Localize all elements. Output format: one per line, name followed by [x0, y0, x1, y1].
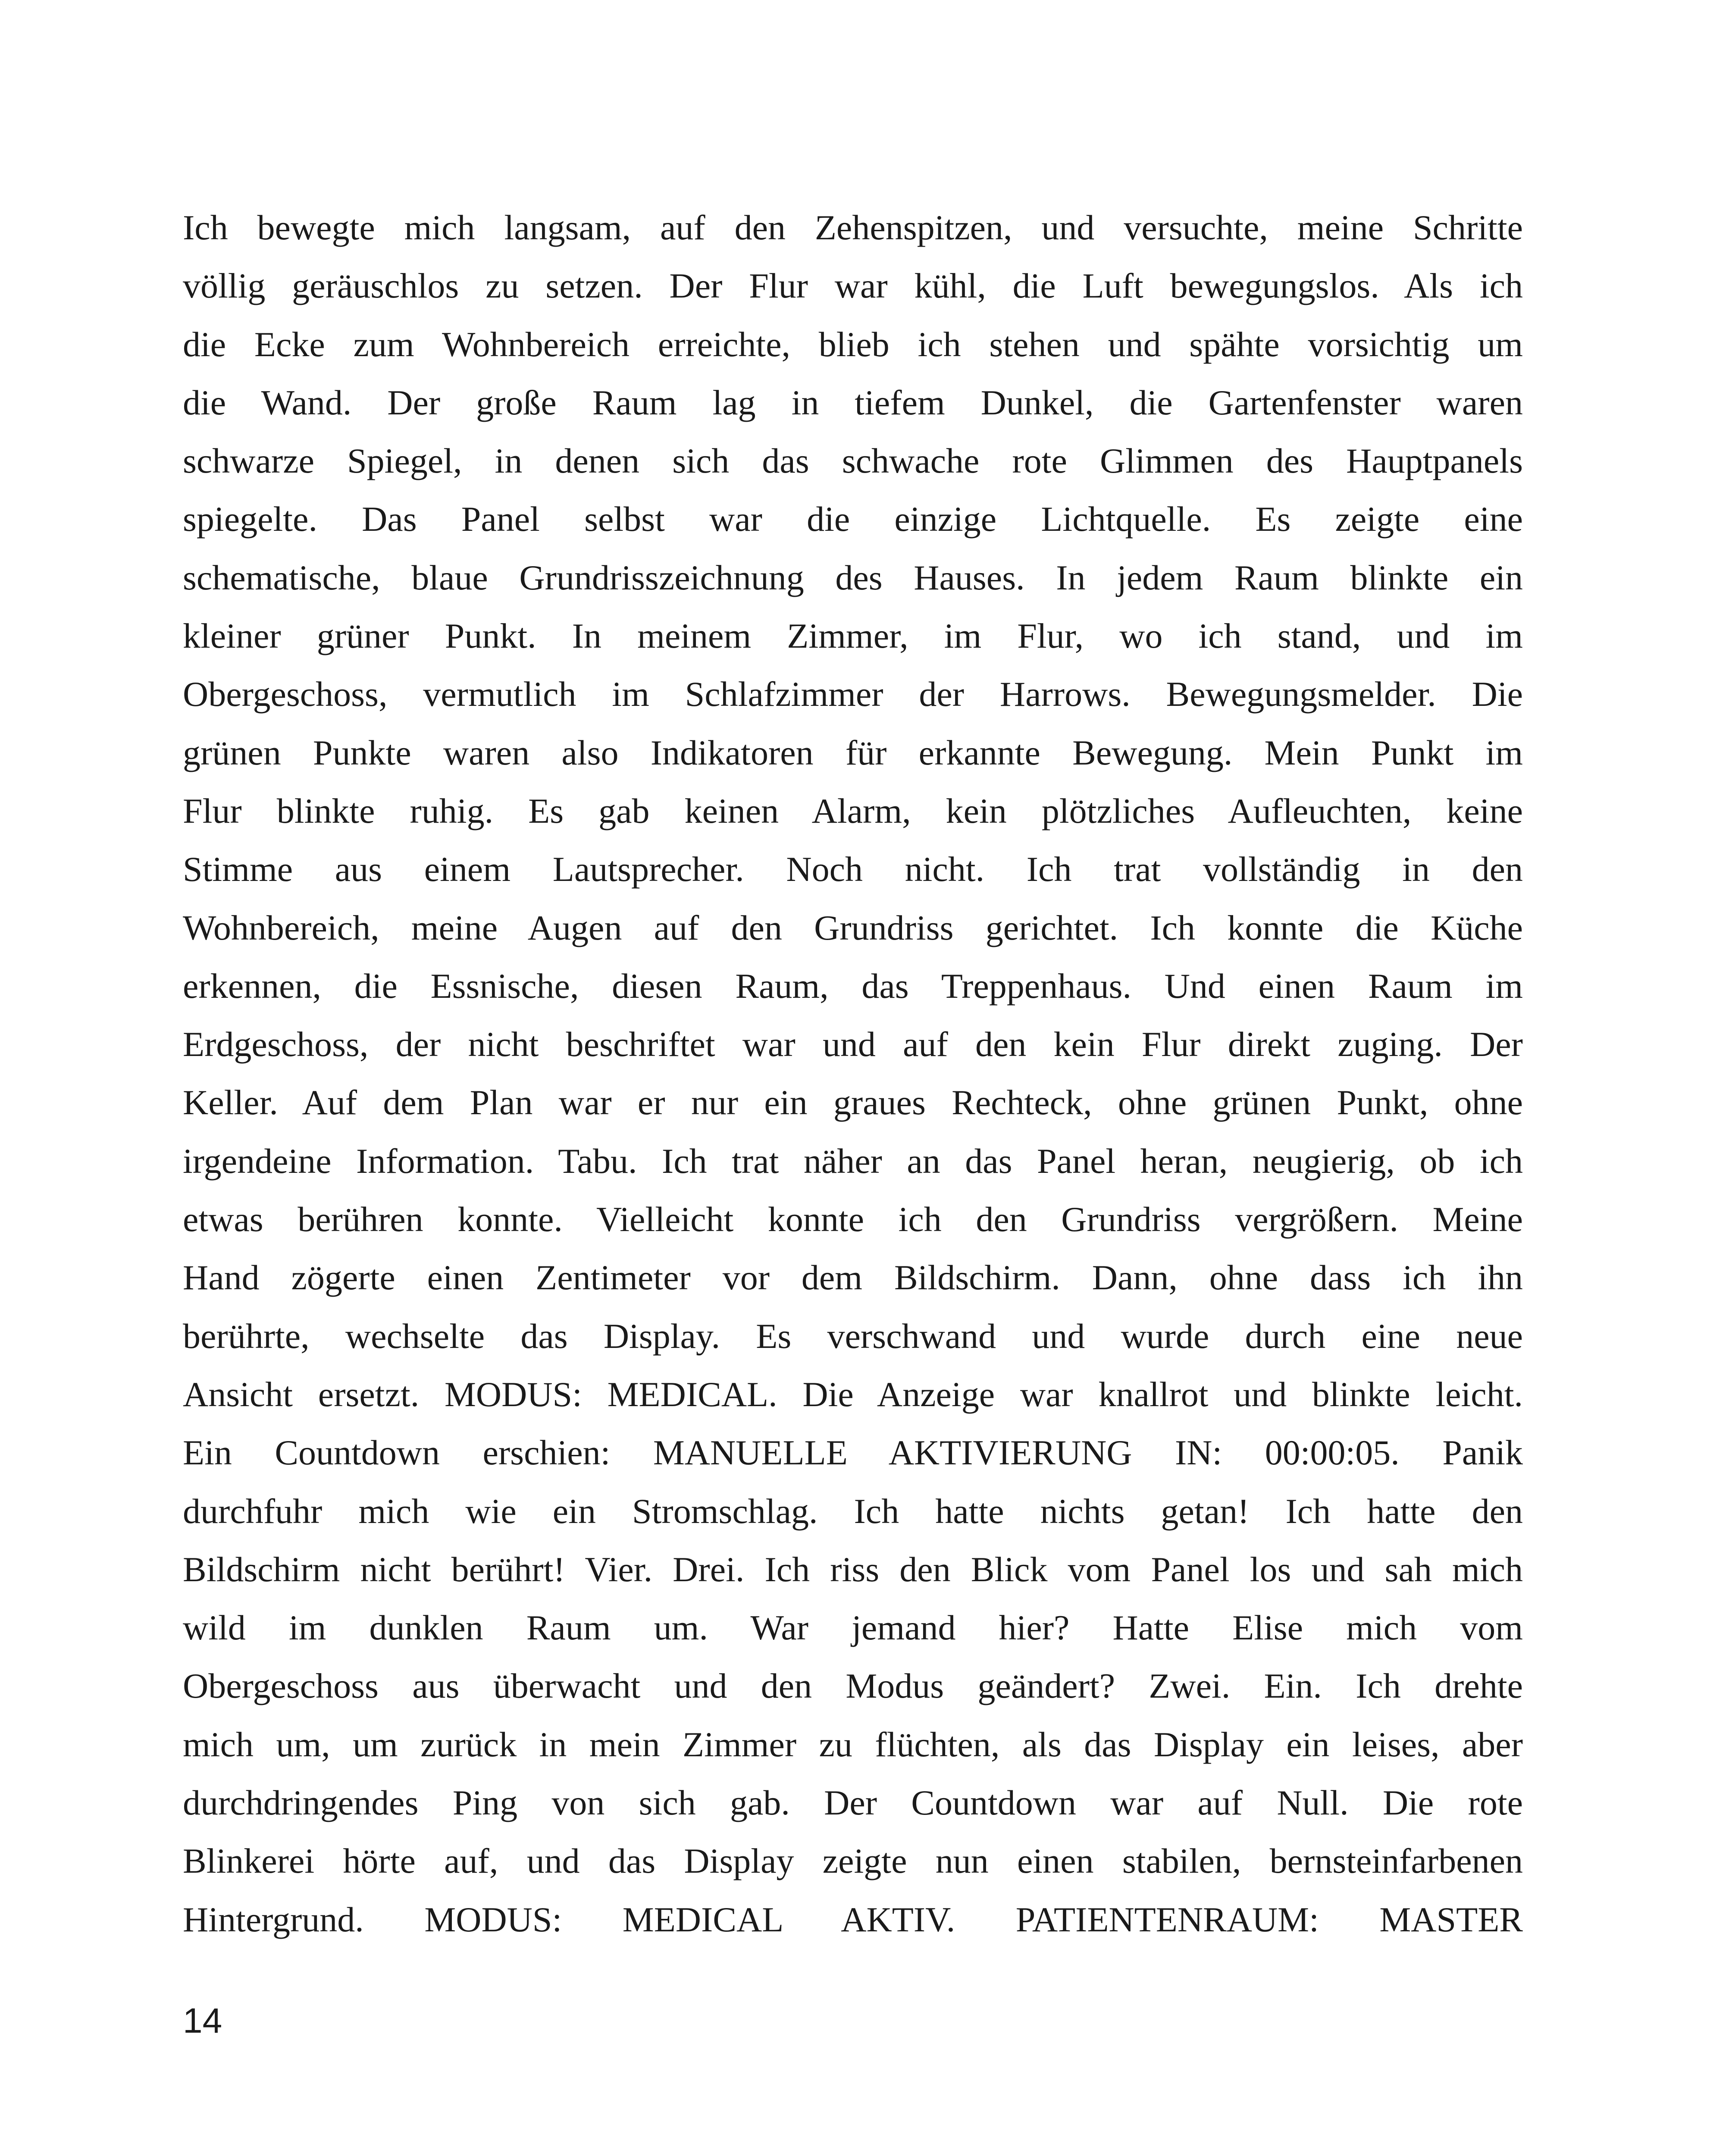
text-line: Ich bewegte mich langsam, auf den Zehenspitzen, und versuchte, meine Schritte — [183, 208, 1523, 247]
text-line: durchdringendes Ping von sich gab. Der Countdown war auf Null. Die rote — [183, 1783, 1523, 1823]
text-line: Erdgeschoss, der nicht beschriftet war und auf den kein Flur direkt zuging. Der — [183, 1025, 1523, 1064]
text-line: Obergeschoss, vermutlich im Schlafzimmer der Harrows. Bewegungsmelder. Die — [183, 674, 1523, 714]
text-line: Keller. Auf dem Plan war er nur ein graues Rechteck, ohne grünen Punkt, ohne — [183, 1083, 1523, 1122]
text-line: Hand zögerte einen Zentimeter vor dem Bildschirm. Dann, ohne dass ich ihn — [183, 1258, 1523, 1297]
text-line: die Ecke zum Wohnbereich erreichte, blieb ich stehen und spähte vorsichtig um — [183, 324, 1523, 364]
text-line: spiegelte. Das Panel selbst war die einzige Lichtquelle. Es zeigte eine — [183, 499, 1523, 539]
text-line: völlig geräuschlos zu setzen. Der Flur war kühl, die Luft bewegungslos. Als ich — [183, 266, 1523, 306]
text-line: grünen Punkte waren also Indikatoren für erkannte Bewegung. Mein Punkt im — [183, 733, 1523, 772]
text-line: durchfuhr mich wie ein Stromschlag. Ich hatte nichts getan! Ich hatte den — [183, 1491, 1523, 1531]
text-line: Wohnbereich, meine Augen auf den Grundriss gerichtet. Ich konnte die Küche — [183, 908, 1523, 947]
text-line: etwas berühren konnte. Vielleicht konnte ich den Grundriss vergrößern. Meine — [183, 1200, 1523, 1239]
text-line: berührte, wechselte das Display. Es verschwand und wurde durch eine neue — [183, 1316, 1523, 1356]
text-line: schwarze Spiegel, in denen sich das schwache rote Glimmen des Hauptpanels — [183, 441, 1523, 481]
text-line: mich um, um zurück in mein Zimmer zu flüchten, als das Display ein leises, aber — [183, 1724, 1523, 1764]
text-line: schematische, blaue Grundrisszeichnung des Hauses. In jedem Raum blinkte ein — [183, 558, 1523, 597]
text-line: irgendeine Information. Tabu. Ich trat näher an das Panel heran, neugierig, ob ich — [183, 1141, 1523, 1181]
text-line: Ansicht ersetzt. MODUS: MEDICAL. Die Anzeige war knallrot und blinkte leicht. — [183, 1374, 1523, 1414]
body-text — [183, 198, 1523, 1949]
text-line: Flur blinkte ruhig. Es gab keinen Alarm, kein plötzliches Aufleuchten, keine — [183, 791, 1523, 830]
text-line: die Wand. Der große Raum lag in tiefem Dunkel, die Gartenfenster waren — [183, 382, 1523, 422]
text-line: kleiner grüner Punkt. In meinem Zimmer, im Flur, wo ich stand, und im — [183, 616, 1523, 656]
text-line: Bildschirm nicht berührt! Vier. Drei. Ich riss den Blick vom Panel los und sah mich — [183, 1549, 1523, 1589]
page-number: 14 — [183, 2001, 222, 2040]
text-line: Ein Countdown erschien: MANUELLE AKTIVIERUNG IN: 00:00:05. Panik — [183, 1433, 1523, 1473]
text-line: Obergeschoss aus überwacht und den Modus geändert? Zwei. Ein. Ich drehte — [183, 1666, 1523, 1706]
text-line: Blinkerei hörte auf, und das Display zeigte nun einen stabilen, bernsteinfarbenen — [183, 1841, 1523, 1881]
text-line: erkennen, die Essnische, diesen Raum, das Treppenhaus. Und einen Raum im — [183, 966, 1523, 1006]
text-line: wild im dunklen Raum um. War jemand hier? Hatte Elise mich vom — [183, 1608, 1523, 1648]
text-line: Hintergrund. MODUS: MEDICAL AKTIV. PATIENTENRAUM: MASTER — [183, 1899, 1523, 1939]
text-line: Stimme aus einem Lautsprecher. Noch nicht. Ich trat vollständig in den — [183, 849, 1523, 889]
